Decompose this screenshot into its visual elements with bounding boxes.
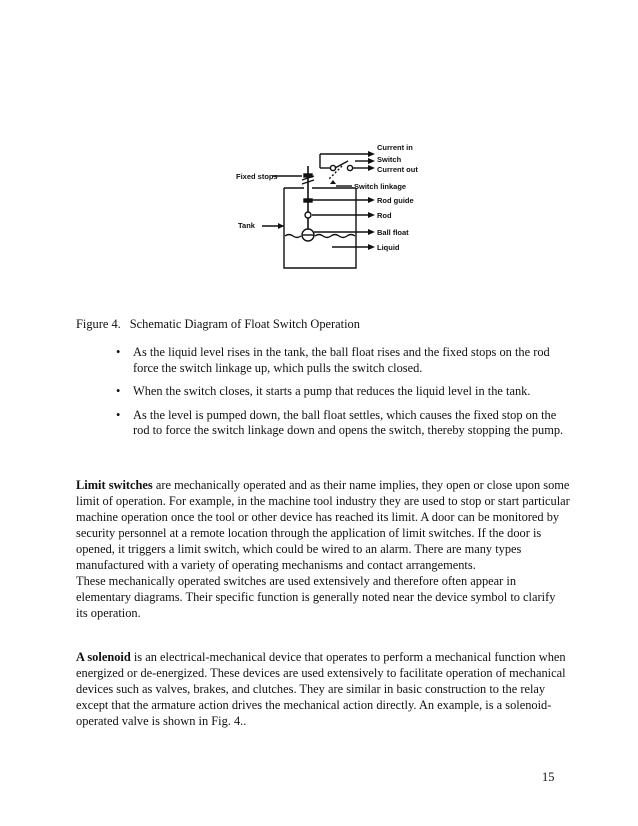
bullet-symbol: •: [116, 384, 121, 398]
list-item: [76, 384, 566, 400]
rod-guide: [304, 199, 312, 202]
float-switch-diagram: [232, 136, 418, 276]
liquid-surface-right: [315, 235, 355, 238]
bullet-symbol: •: [116, 345, 121, 359]
figure-caption-text: Schematic Diagram of Float Switch Operation: [129, 317, 360, 331]
bullet-list: [76, 345, 566, 447]
list-item: [76, 345, 566, 376]
rod-collar: [305, 212, 311, 218]
linkage-arrow: [330, 180, 336, 184]
page-number: 15: [542, 770, 555, 784]
label-tank: Tank: [238, 221, 255, 230]
limit-switches-paragraph: [76, 477, 570, 621]
label-current-out: Current out: [377, 165, 418, 174]
figure-caption: [76, 317, 360, 332]
bullet-text: As the level is pumped down, the ball float settles, which causes the fixed stop on the rod to force the switch linkage down and opens the switch, thereby stopping the pump.: [133, 407, 564, 437]
label-ball-float: Ball float: [377, 228, 409, 237]
bullet-text: When the switch closes, it starts a pump that reduces the liquid level in the tank.: [133, 384, 531, 398]
solenoid-paragraph: [76, 649, 570, 729]
switch-contact-right: [347, 165, 352, 170]
label-rod: Rod: [377, 211, 392, 220]
label-switch-linkage: Switch linkage: [354, 182, 407, 191]
label-liquid: Liquid: [377, 243, 400, 252]
label-rod-guide: Rod guide: [377, 196, 414, 205]
limit-switches-term: Limit switches: [76, 478, 153, 492]
switch-contact-left: [330, 165, 335, 170]
label-switch: Switch: [377, 155, 402, 164]
limit-switches-text: are mechanically operated and as their name implies, they open or close upon some limit of operation. For example, in the machine tool industry they are used to stop or start particular machine operation once the tool or other device has reached its limit. A door can be monitored by security personnel at a remote location through the application of limit switches. If the door is opened, it triggers a limit switch, which could be wired to an alarm. There are many types manufactured with a variety of operating mechanisms and contact arrangements.: [76, 478, 570, 572]
liquid-surface-left: [285, 235, 301, 238]
bullet-text: As the liquid level rises in the tank, the ball float rises and the fixed stops on the rod force the switch linkage up, which pulls the switch closed.: [133, 345, 550, 375]
limit-switches-text-2: These mechanically operated switches are used extensively and therefore often appear in elementary diagrams. Their specific function is generally noted near the device symbol to clarify its operation.: [76, 574, 556, 620]
bullet-symbol: •: [116, 407, 121, 422]
figure-number: Figure 4.: [76, 317, 121, 331]
label-fixed-stops: Fixed stops: [236, 172, 278, 181]
list-item: [76, 408, 566, 439]
label-current-in: Current in: [377, 143, 413, 152]
solenoid-text: is an electrical-mechanical device that operates to perform a mechanical function when energized or de-energized. These devices are used extensively to facilitate operation of mechanical devices such as valves, brakes, and clutches. They are similar in basic construction to the relay except that the armature action drives the mechanical action directly. An example, is a solenoid-operated valve is shown in Fig. 4..: [76, 650, 566, 728]
solenoid-term: A solenoid: [76, 650, 131, 664]
